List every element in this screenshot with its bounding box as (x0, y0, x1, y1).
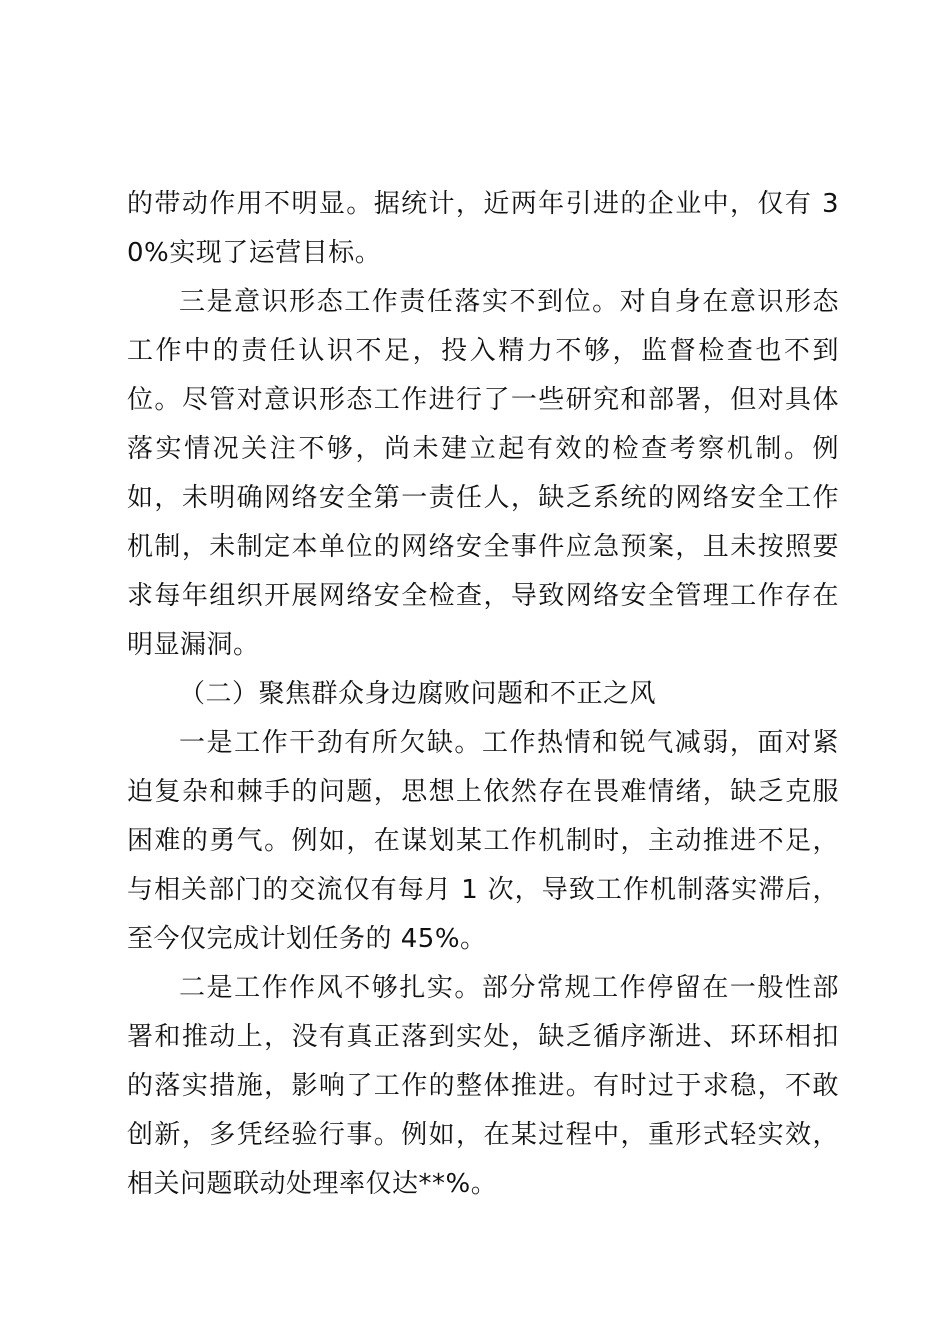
paragraph-work-style: 二是工作作风不够扎实。部分常规工作停留在一般性部署和推动上，没有真正落到实处，缺乏循序渐进、环环相扣的落实措施，影响了工作的整体推进。有时过于求稳，不敢创新，多凭经验行事。例如，在某过程中，重形式轻实效，相关问题联动处理率仅达**%。 (127, 973, 839, 1199)
document-body (127, 180, 839, 1209)
paragraph-work-drive: 一是工作干劲有所欠缺。工作热情和锐气减弱，面对紧迫复杂和棘手的问题，思想上依然存在畏难情绪，缺乏克服困难的勇气。例如，在谋划某工作机制时，主动推进不足，与相关部门的交流仅有每月 1 次，导致工作机制落实滞后，至今仅完成计划任务的 45%。 (127, 728, 839, 954)
paragraph-ideology-responsibility: 三是意识形态工作责任落实不到位。对自身在意识形态工作中的责任认识不足，投入精力不够，监督检查也不到位。尽管对意识形态工作进行了一些研究和部署，但对具体落实情况关注不够，尚未建立起有效的检查考察机制。例如，未明确网络安全第一责任人，缺乏系统的网络安全工作机制，未制定本单位的网络安全事件应急预案，且未按照要求每年组织开展网络安全检查，导致网络安全管理工作存在明显漏洞。 (127, 287, 839, 660)
paragraph-continuation: 的带动作用不明显。据统计，近两年引进的企业中，仅有 30%实现了运营目标。 (127, 189, 839, 268)
section-heading: （二）聚焦群众身边腐败问题和不正之风 (179, 679, 657, 709)
